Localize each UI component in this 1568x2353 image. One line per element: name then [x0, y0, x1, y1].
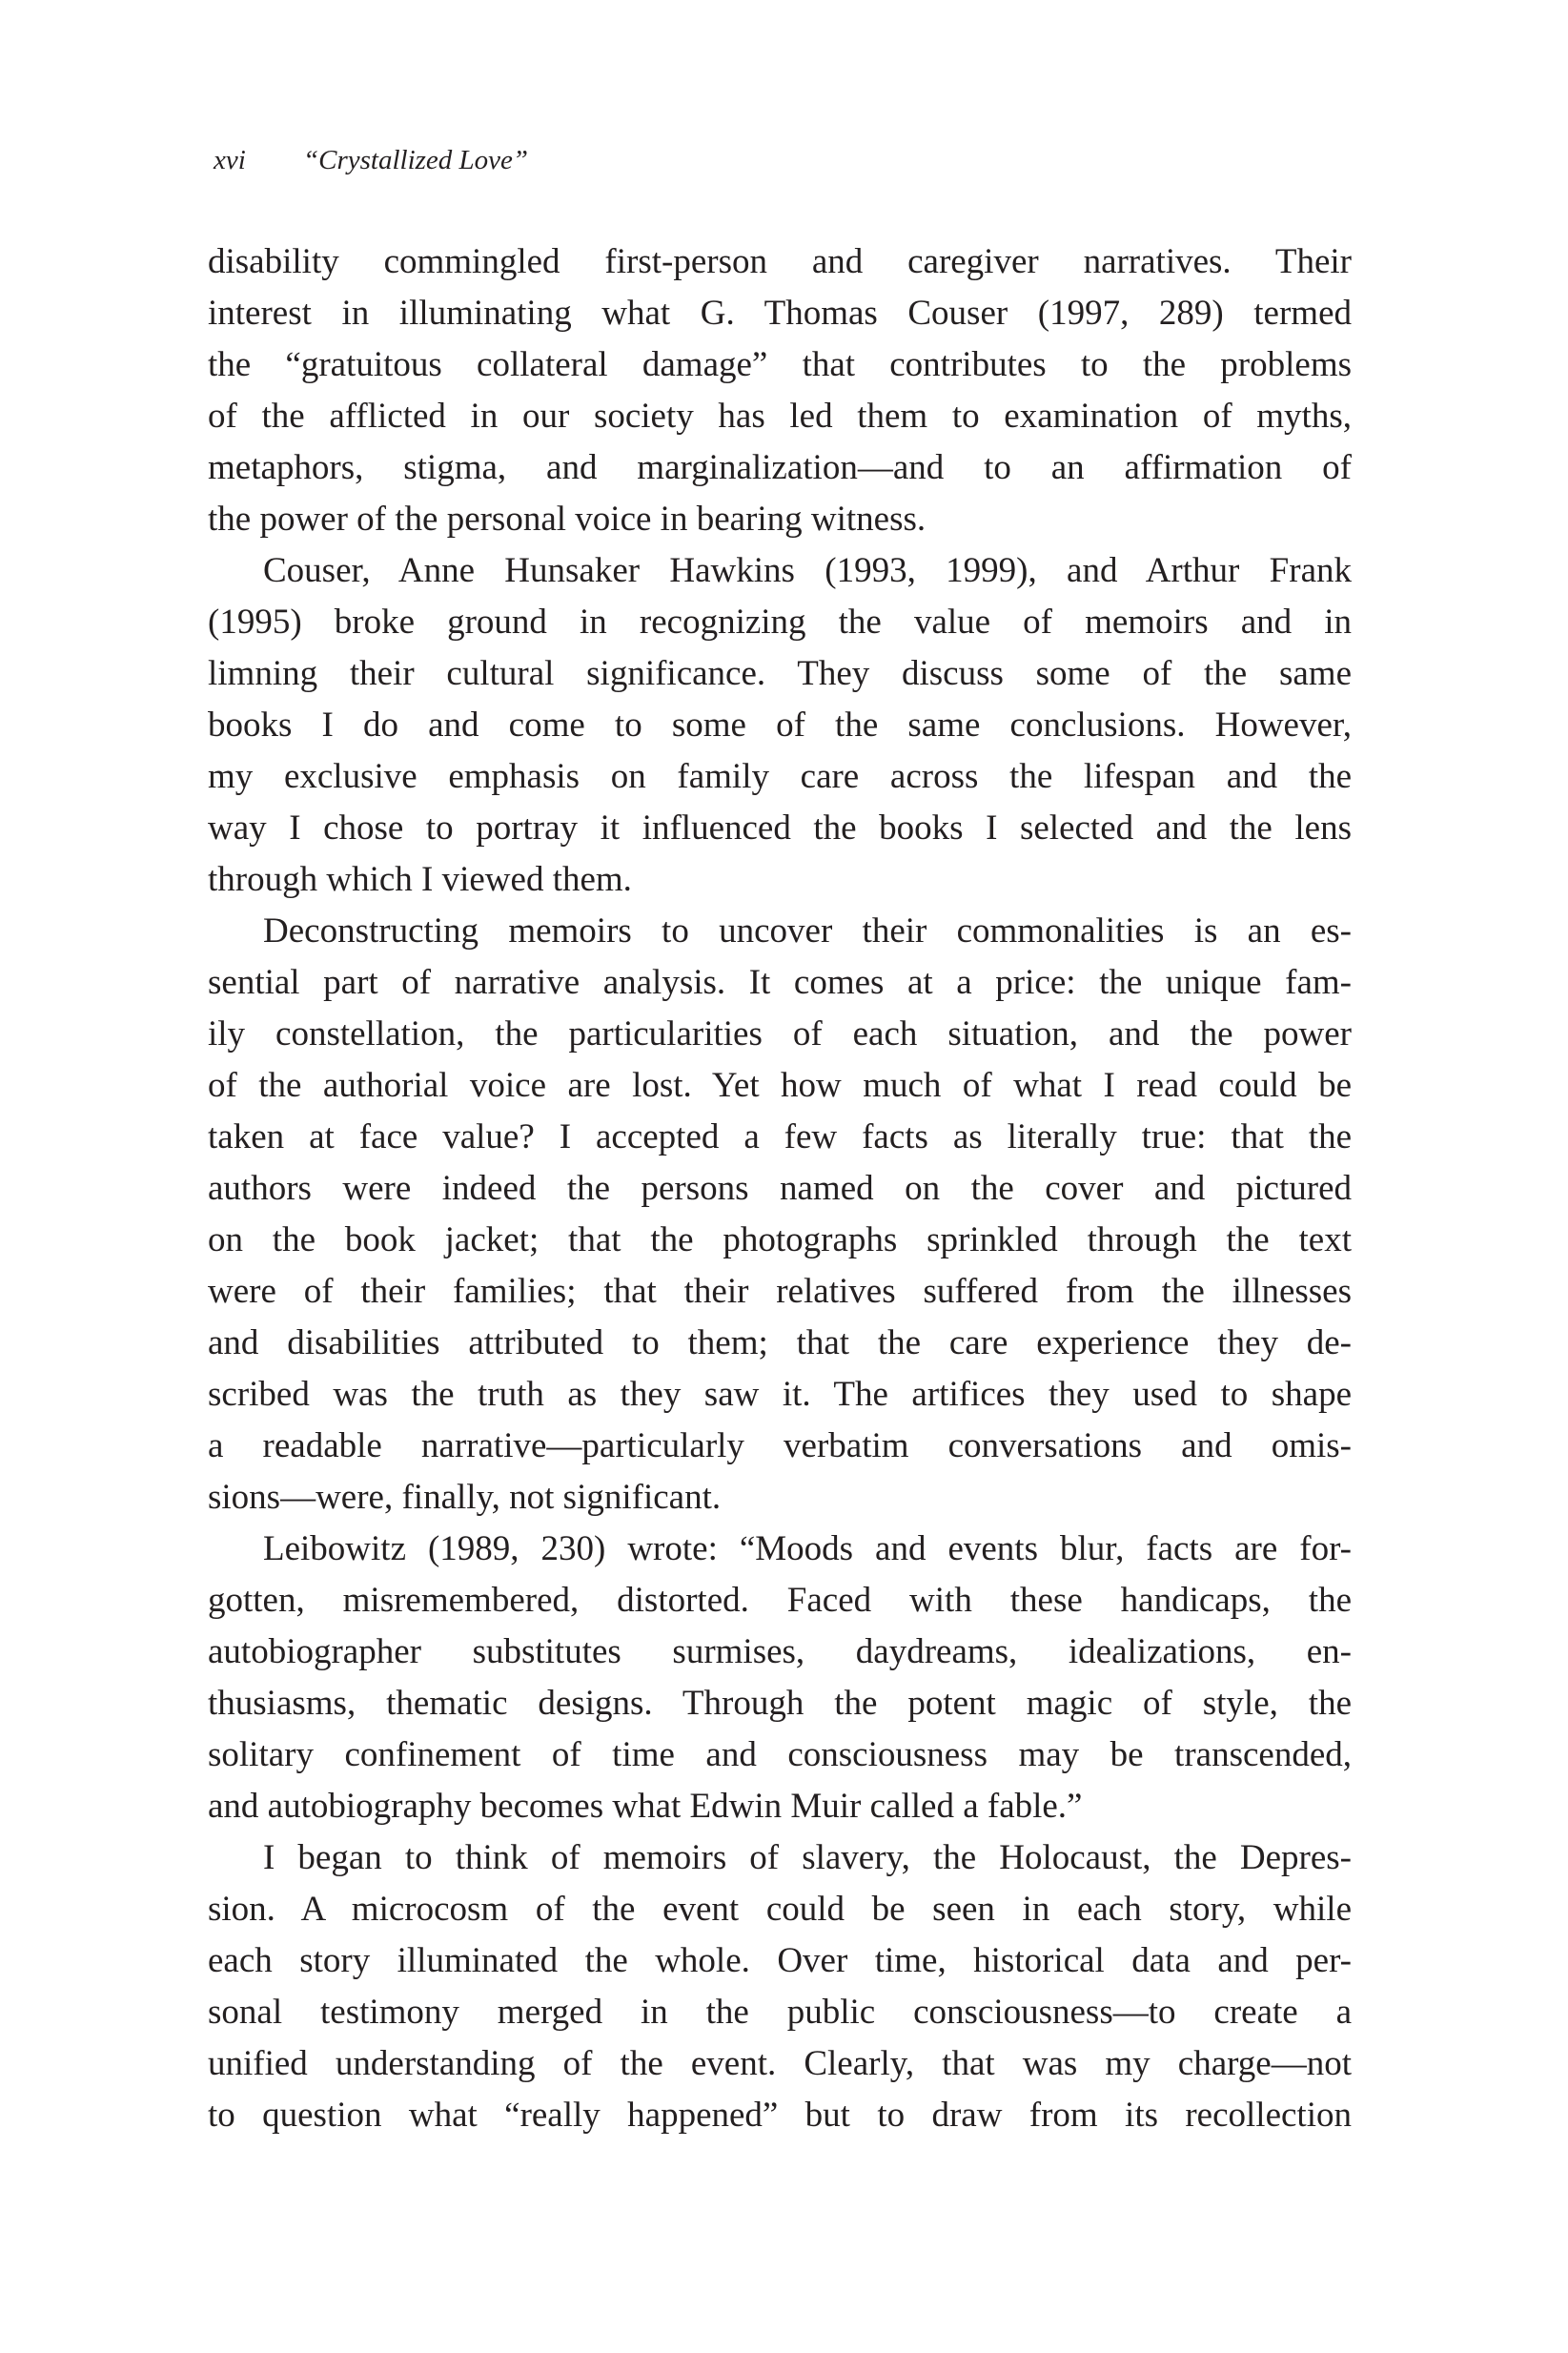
text-line: the power of the personal voice in bearing witness. — [208, 500, 927, 539]
text-line: my exclusive emphasis on family care across the lifespan and the — [208, 757, 1352, 796]
text-line: unified understanding of the event. Clearly, that was my charge—not — [208, 2044, 1352, 2083]
text-line: limning their cultural significance. They discuss some of the same — [208, 654, 1352, 693]
text-line: of the authorial voice are lost. Yet how much of what I read could be — [208, 1066, 1352, 1105]
text-line: were of their families; that their relatives suffered from the illnesses — [208, 1272, 1352, 1311]
text-line: thusiasms, thematic designs. Through the potent magic of style, the — [208, 1684, 1352, 1723]
text-line: a readable narrative—particularly verbatim conversations and omis- — [208, 1426, 1352, 1465]
text-line: of the afflicted in our society has led them to examination of myths, — [208, 397, 1352, 436]
body-text — [208, 236, 1352, 2141]
paragraph — [208, 545, 1352, 906]
text-line: Couser, Anne Hunsaker Hawkins (1993, 1999), and Arthur Frank — [263, 551, 1352, 590]
paragraph — [208, 236, 1352, 545]
text-line: way I chose to portray it influenced the books I selected and the lens — [208, 808, 1352, 848]
paragraph — [208, 906, 1352, 1524]
text-line: sion. A microcosm of the event could be seen in each story, while — [208, 1890, 1352, 1929]
text-line: sonal testimony merged in the public consciousness—to create a — [208, 1993, 1352, 2032]
text-line: and autobiography becomes what Edwin Muir called a fable.” — [208, 1787, 1083, 1826]
text-line: Deconstructing memoirs to uncover their commonalities is an es- — [263, 911, 1352, 951]
text-line: the “gratuitous collateral damage” that contributes to the problems — [208, 345, 1352, 384]
text-line: books I do and come to some of the same conclusions. However, — [208, 706, 1352, 745]
running-head — [214, 143, 528, 177]
text-line: and disabilities attributed to them; that the care experience they de- — [208, 1323, 1352, 1362]
text-line: to question what “really happened” but to draw from its recollection — [208, 2096, 1352, 2135]
text-line: Leibowitz (1989, 230) wrote: “Moods and events blur, facts are for- — [263, 1529, 1352, 1568]
text-line: scribed was the truth as they saw it. The artifices they used to shape — [208, 1375, 1352, 1414]
running-head-title: “Crystallized Love” — [303, 145, 529, 175]
text-line: authors were indeed the persons named on the cover and pictured — [208, 1169, 1352, 1208]
text-line: autobiographer substitutes surmises, daydreams, idealizations, en- — [208, 1632, 1352, 1671]
text-line: through which I viewed them. — [208, 860, 632, 899]
text-line: on the book jacket; that the photographs sprinkled through the text — [208, 1220, 1352, 1259]
text-line: I began to think of memoirs of slavery, the Holocaust, the Depres- — [263, 1838, 1352, 1877]
text-line: metaphors, stigma, and marginalization—and to an affirmation of — [208, 448, 1352, 487]
page-number: xvi — [214, 145, 246, 175]
text-line: sions—were, finally, not significant. — [208, 1478, 722, 1517]
text-line: gotten, misremembered, distorted. Faced with these handicaps, the — [208, 1581, 1352, 1620]
text-line: (1995) broke ground in recognizing the value of memoirs and in — [208, 603, 1352, 642]
text-line: interest in illuminating what G. Thomas Couser (1997, 289) termed — [208, 294, 1352, 333]
text-line: taken at face value? I accepted a few facts as literally true: that the — [208, 1117, 1352, 1156]
paragraph — [208, 1524, 1352, 1832]
text-line: disability commingled first-person and caregiver narratives. Their — [208, 242, 1352, 281]
text-line: ily constellation, the particularities of each situation, and the power — [208, 1014, 1352, 1054]
paragraph — [208, 1832, 1352, 2141]
text-line: each story illuminated the whole. Over time, historical data and per- — [208, 1941, 1352, 1980]
text-line: solitary confinement of time and consciousness may be transcended, — [208, 1735, 1352, 1774]
text-line: sential part of narrative analysis. It comes at a price: the unique fam- — [208, 963, 1352, 1002]
